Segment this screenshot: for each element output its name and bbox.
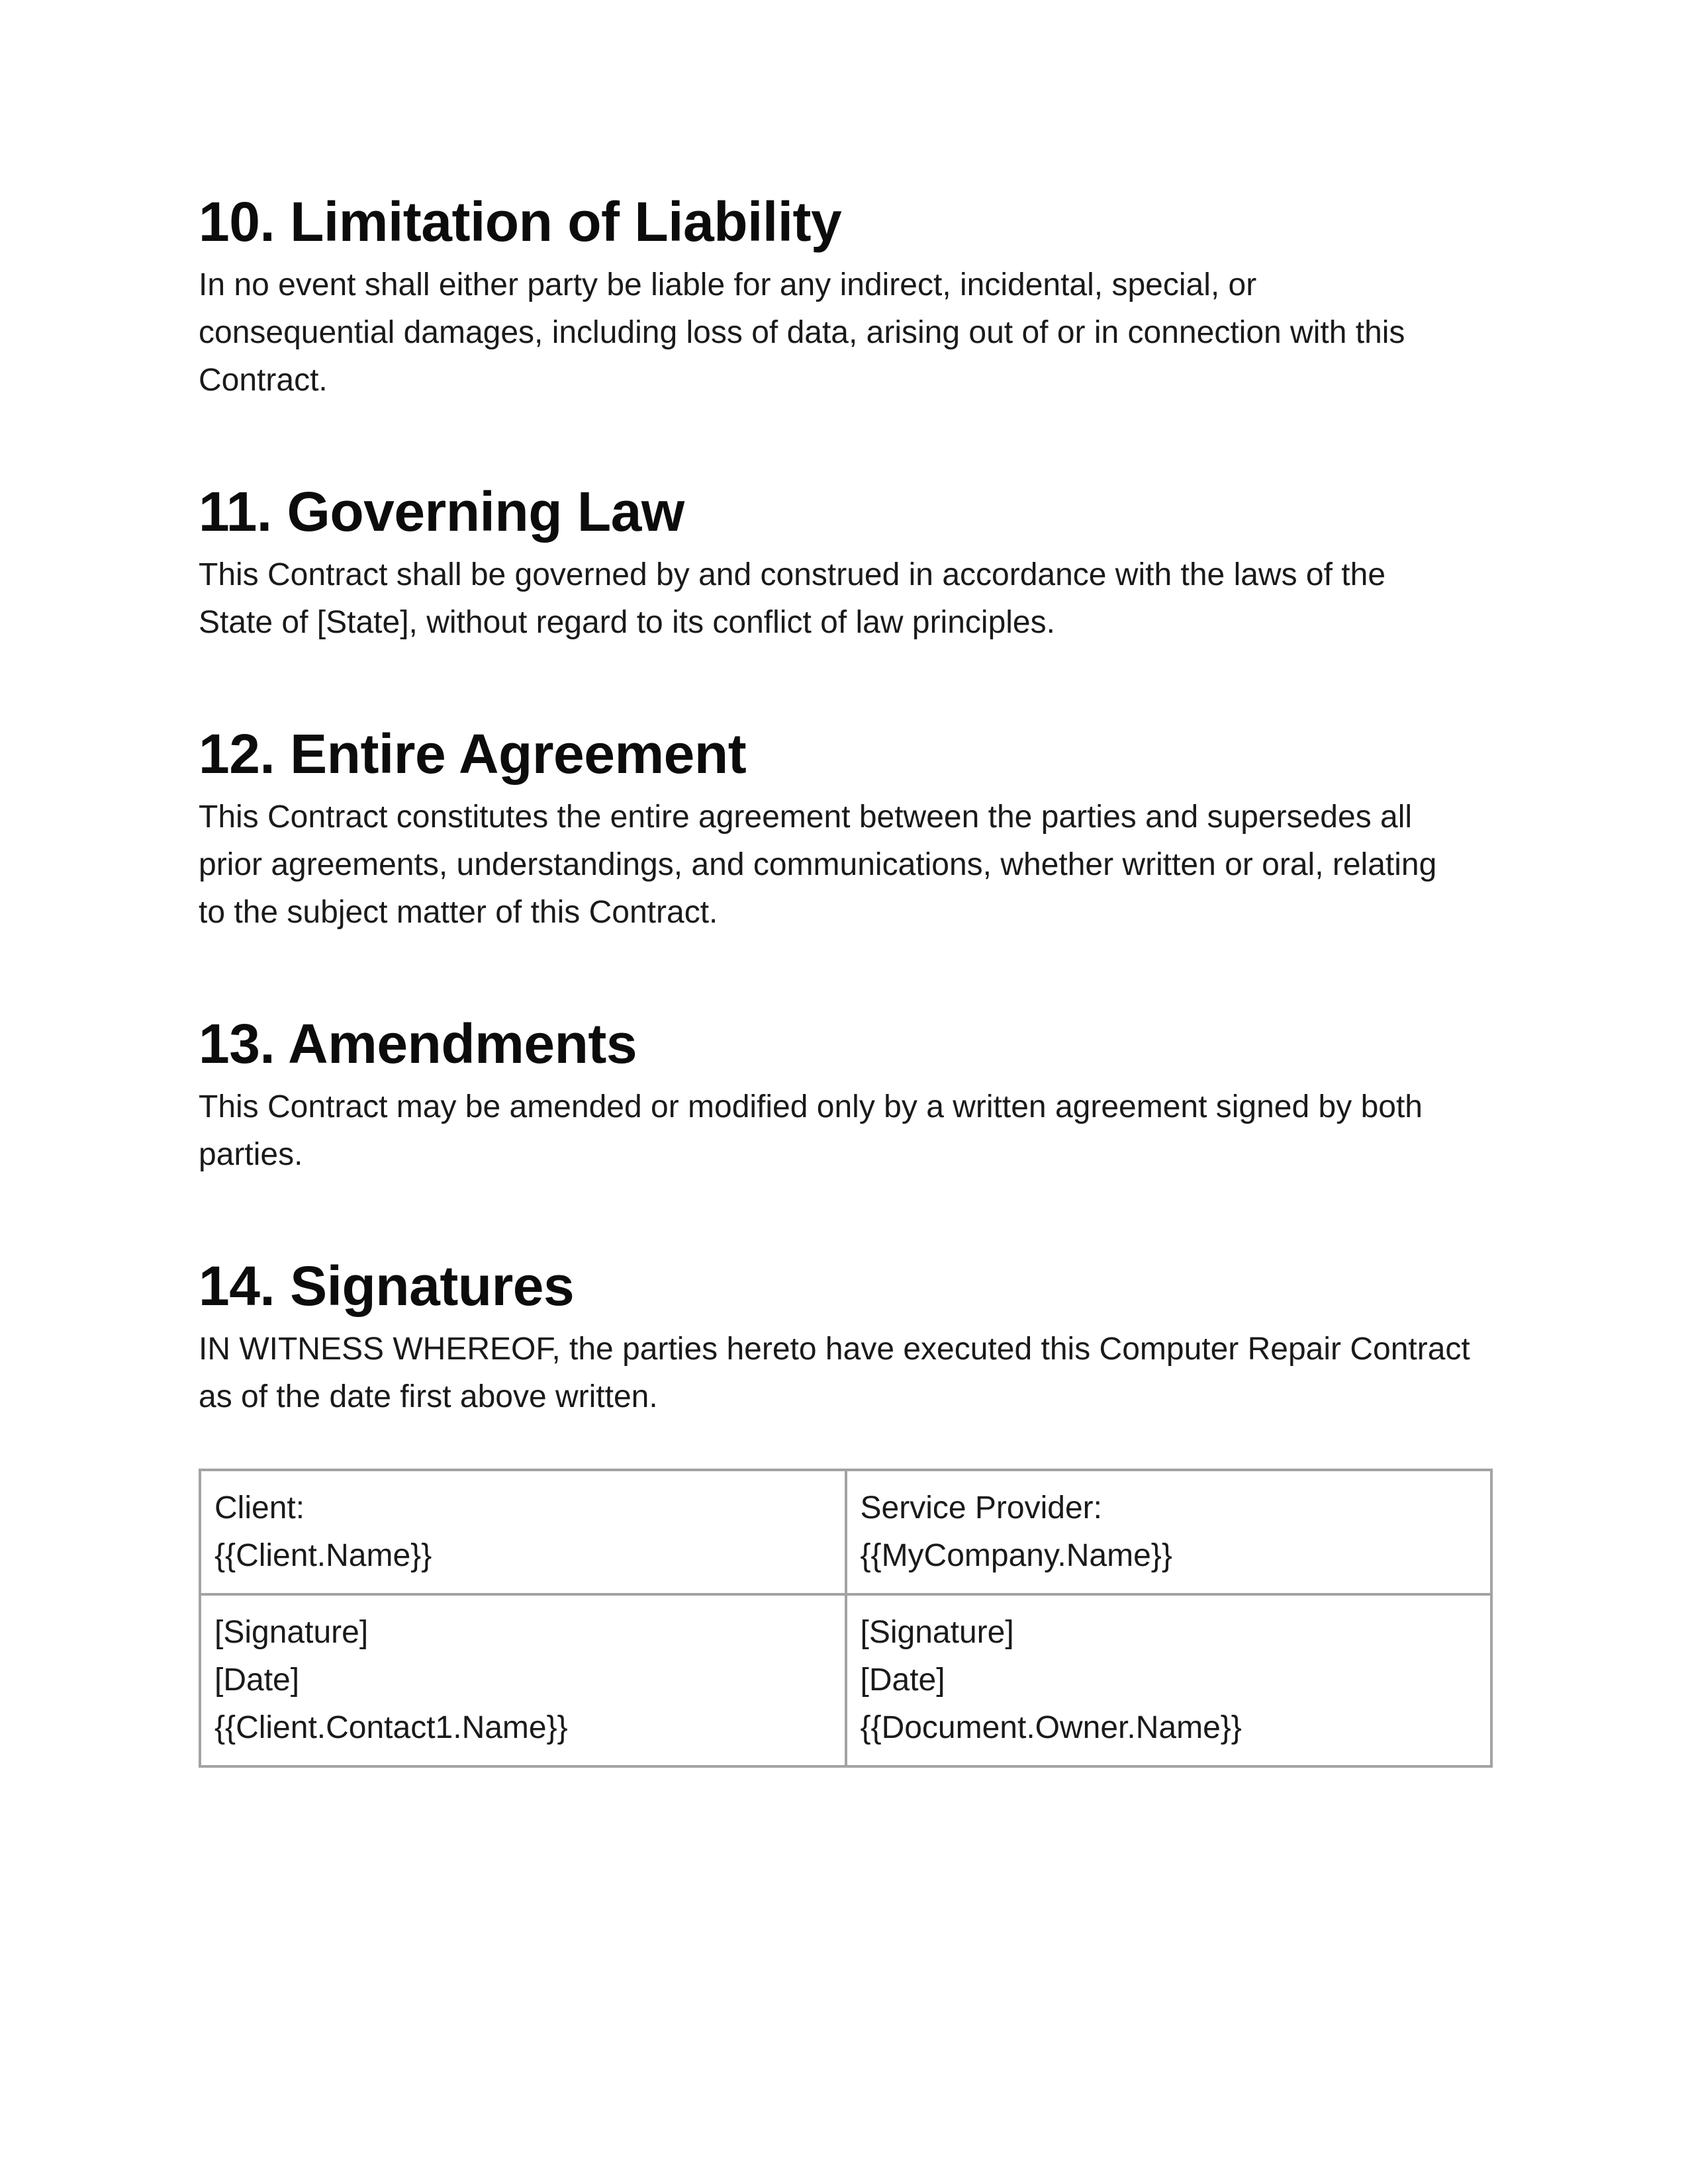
section-entire-agreement: [199, 721, 1493, 936]
body-line: Contract.: [199, 363, 328, 398]
body-line: In no event shall either party be liable for any indirect, incidental, special, or: [199, 267, 1257, 302]
provider-signature-cell: [846, 1594, 1492, 1766]
body-line: This Contract constitutes the entire agreement between the parties and supersedes all: [199, 799, 1413, 835]
section-heading: 13. Amendments: [199, 1013, 637, 1075]
table-row: [200, 1594, 1491, 1766]
client-signature: [Signature]: [214, 1615, 369, 1650]
section-limitation-of-liability: [199, 189, 1493, 404]
document-owner-name: {{Document.Owner.Name}}: [860, 1710, 1242, 1745]
body-line: prior agreements, understandings, and communications, whether written or oral, relating: [199, 847, 1437, 882]
section-heading: 11. Governing Law: [199, 480, 684, 543]
client-contact-name: {{Client.Contact1.Name}}: [214, 1710, 568, 1745]
document-page: [199, 189, 1493, 1768]
provider-date: [Date]: [860, 1662, 945, 1698]
body-line: This Contract may be amended or modified only by a written agreement signed by both: [199, 1089, 1423, 1124]
provider-party-cell: [846, 1470, 1492, 1594]
section-body: [199, 551, 1493, 647]
section-signatures: [199, 1253, 1493, 1421]
client-name: {{Client.Name}}: [214, 1538, 432, 1573]
section-body: [199, 1083, 1493, 1179]
body-line: consequential damages, including loss of data, arising out of or in connection with this: [199, 315, 1405, 350]
client-date: [Date]: [214, 1662, 300, 1698]
signature-table: [199, 1469, 1493, 1768]
body-line: IN WITNESS WHEREOF, the parties hereto have executed this Computer Repair Contract: [199, 1332, 1470, 1367]
client-label: Client:: [214, 1490, 305, 1525]
provider-signature: [Signature]: [860, 1615, 1014, 1650]
body-line: to the subject matter of this Contract.: [199, 895, 718, 930]
body-line: as of the date first above written.: [199, 1379, 658, 1414]
client-signature-cell: [200, 1594, 846, 1766]
provider-label: Service Provider:: [860, 1490, 1102, 1525]
provider-name: {{MyCompany.Name}}: [860, 1538, 1172, 1573]
section-body: [199, 794, 1493, 936]
section-heading: 10. Limitation of Liability: [199, 191, 842, 253]
body-line: parties.: [199, 1137, 303, 1172]
body-line: State of [State], without regard to its conflict of law principles.: [199, 605, 1055, 640]
section-heading: 12. Entire Agreement: [199, 723, 747, 785]
section-amendments: [199, 1011, 1493, 1179]
body-line: This Contract shall be governed by and construed in accordance with the laws of the: [199, 557, 1386, 592]
section-heading: 14. Signatures: [199, 1255, 575, 1317]
table-row: [200, 1470, 1491, 1594]
section-body: [199, 1326, 1493, 1421]
client-party-cell: [200, 1470, 846, 1594]
section-governing-law: [199, 478, 1493, 647]
section-body: [199, 261, 1493, 404]
